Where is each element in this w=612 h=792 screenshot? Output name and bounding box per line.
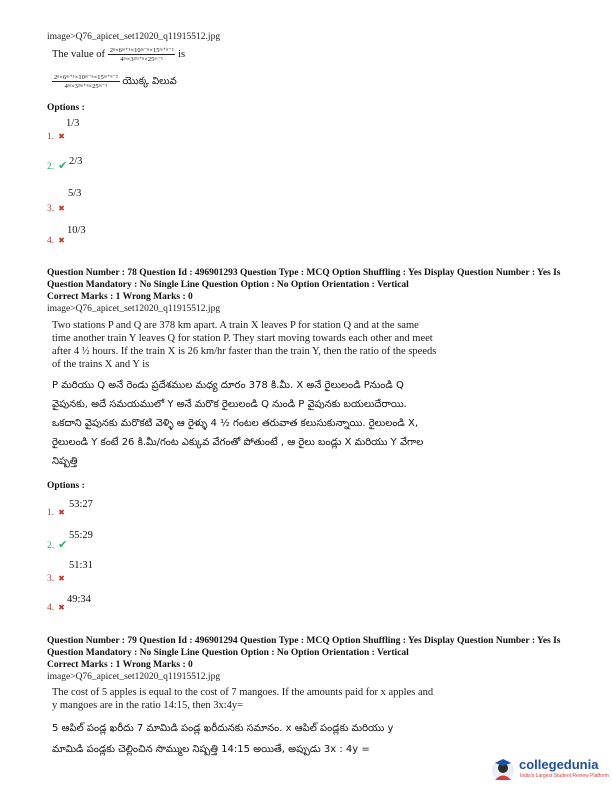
- q78-question-text: [52, 319, 436, 371]
- q79-header-line-1: Question Number : 79 Question Id : 496901294 Question Type : MCQ Option Shuffling : Yes Display Question Number : Yes Is: [47, 636, 561, 646]
- cross-icon: ✖: [58, 603, 65, 612]
- q77-denominator-te: 4ᵐ×3²ᵐ⁺ⁿ×25ᵐ⁻¹: [64, 83, 108, 90]
- q77-expression-te: [52, 73, 177, 90]
- q78-option-2-value: 55:29: [69, 530, 93, 541]
- option-number: 4.: [47, 236, 55, 246]
- cross-icon: ✖: [58, 236, 65, 245]
- q77-option-4-value: 10/3: [67, 225, 86, 236]
- q79-header-line-2: Question Mandatory : No Single Line Question Option : No Option Orientation : Vertical: [47, 648, 409, 658]
- option-number: 1.: [47, 132, 55, 142]
- q78-header-line-1: Question Number : 78 Question Id : 496901293 Question Type : MCQ Option Shuffling : Yes Display Question Number : Yes Is: [47, 268, 561, 278]
- text-line: నిష్పత్తి: [52, 456, 78, 467]
- text-line: Two stations P and Q are 378 km apart. A train X leaves P for station Q and at the same: [52, 320, 419, 331]
- cross-icon: ✖: [58, 508, 65, 517]
- q78-options-label: Options :: [47, 481, 85, 491]
- option-number: 4.: [47, 603, 55, 613]
- q78-question-text-te: [52, 376, 423, 471]
- cross-icon: ✖: [58, 132, 65, 141]
- q77-fraction-te: [52, 73, 120, 90]
- cross-icon: ✖: [58, 574, 65, 583]
- q78-option-4[interactable]: [47, 597, 65, 615]
- option-number: 3.: [47, 574, 55, 584]
- q77-is: is: [178, 48, 186, 60]
- check-icon: ✔: [58, 160, 68, 172]
- text-line: మామిడి పండ్లకు చెల్లించిన సొమ్ముల నిష్పత్తి 14:15 అయితే, అప్పుడు 3x : 4y =: [52, 744, 370, 755]
- option-number: 2.: [47, 162, 55, 172]
- q77-value-of: The value of: [52, 48, 106, 60]
- q77-option-3-value: 5/3: [68, 188, 82, 199]
- text-line: రైలులండి Y కంటే 26 కి.మీ/గంట ఎక్కువ వేగంతో పోతుంటే , ఆ రైలు బండ్లు X మరియు Y వేగాల: [52, 437, 424, 448]
- text-line: 5 ఆపిల్ పండ్ల ఖరీదు 7 మామిడి పండ్ల ఖరీదునకు సమానం. x ఆపిల్ పండ్లకు మరియు y: [52, 723, 394, 734]
- q77-fraction: [108, 46, 176, 63]
- text-line: of the trains X and Y is: [52, 359, 150, 370]
- q77-option-2[interactable]: [47, 156, 67, 174]
- q78-option-1-value: 53:27: [69, 499, 93, 510]
- q77-image-label: image>Q76_apicet_set12020_q11915512.jpg: [47, 32, 221, 42]
- q77-value-te: యొక్క విలువ: [122, 75, 177, 87]
- collegedunia-logo: [489, 752, 609, 786]
- q78-option-2[interactable]: [47, 535, 67, 553]
- q78-option-3-value: 51:31: [69, 560, 93, 571]
- q77-numerator: 2ⁿ×6ᵐ⁺¹×10ᵐ⁻ⁿ×15ᵐ⁺ⁿ⁻²: [109, 47, 174, 54]
- q77-option-3[interactable]: [47, 198, 65, 216]
- q78-marks: Correct Marks : 1 Wrong Marks : 0: [47, 292, 193, 302]
- q78-option-3[interactable]: [47, 568, 65, 586]
- q78-image-label: image>Q76_apicet_set12020_q11915512.jpg: [47, 304, 221, 314]
- text-line: The cost of 5 apples is equal to the cost of 7 mangoes. If the amounts paid for x apples and: [52, 687, 434, 698]
- q77-option-1[interactable]: [47, 126, 65, 144]
- text-line: time another train Y leaves Q for station P. They start moving towards each other and meet: [52, 333, 433, 344]
- q77-option-1-value: 1/3: [66, 118, 80, 129]
- logo-tagline: India's Largest Student Review Platform: [520, 773, 609, 779]
- text-line: y mangoes are in the ratio 14:15, then 3x:4y=: [52, 700, 244, 711]
- q77-option-2-value: 2/3: [69, 156, 83, 167]
- q79-marks: Correct Marks : 1 Wrong Marks : 0: [47, 660, 193, 670]
- q77-options-label: Options :: [47, 103, 85, 113]
- q78-option-4-value: 49:34: [67, 594, 91, 605]
- option-number: 3.: [47, 204, 55, 214]
- q77-denominator: 4ᵐ×3²ᵐ⁺ⁿ×25ᵐ⁻¹: [120, 56, 163, 63]
- q77-expression: [52, 46, 185, 63]
- q78-option-1[interactable]: [47, 502, 65, 520]
- text-line: P మరియు Q అనే రెండు ప్రదేశముల మధ్య దూరం 378 కి.మీ. X అనే రైలులండి Pనుండి Q: [52, 380, 404, 391]
- q79-question-text: [52, 686, 433, 712]
- q77-numerator-te: 2ⁿ×6ᵐ⁺¹×10ᵐ⁻ⁿ×15ᵐ⁺ⁿ⁻²: [54, 74, 118, 81]
- check-icon: ✔: [58, 539, 68, 551]
- option-number: 1.: [47, 508, 55, 518]
- q79-image-label: image>Q76_apicet_set12020_q11915512.jpg: [47, 672, 221, 682]
- text-line: ఒకదాని వైపునకు మరొకటి వెళ్ళి ఆ రైళ్ళు 4 ½ గంటల తరువాత కలుసుకున్నాయి. రైలులండి X,: [52, 418, 418, 429]
- text-line: వైపునకు, అదే సమయములో Y అనే మరొక రైలులండి Q నుండి P వైపునకు బయలుదేరాయి.: [52, 399, 407, 410]
- q77-option-4[interactable]: [47, 230, 65, 248]
- logo-name: collegedunia: [519, 757, 599, 772]
- cross-icon: ✖: [58, 204, 65, 213]
- option-number: 2.: [47, 541, 55, 551]
- q78-header-line-2: Question Mandatory : No Single Line Question Option : No Option Orientation : Vertical: [47, 280, 409, 290]
- text-line: after 4 ½ hours. If the train X is 26 km/hr faster than the train Y, then the ratio of the speeds: [52, 346, 437, 357]
- q79-question-text-te: [52, 718, 393, 760]
- graduate-icon: [489, 754, 517, 782]
